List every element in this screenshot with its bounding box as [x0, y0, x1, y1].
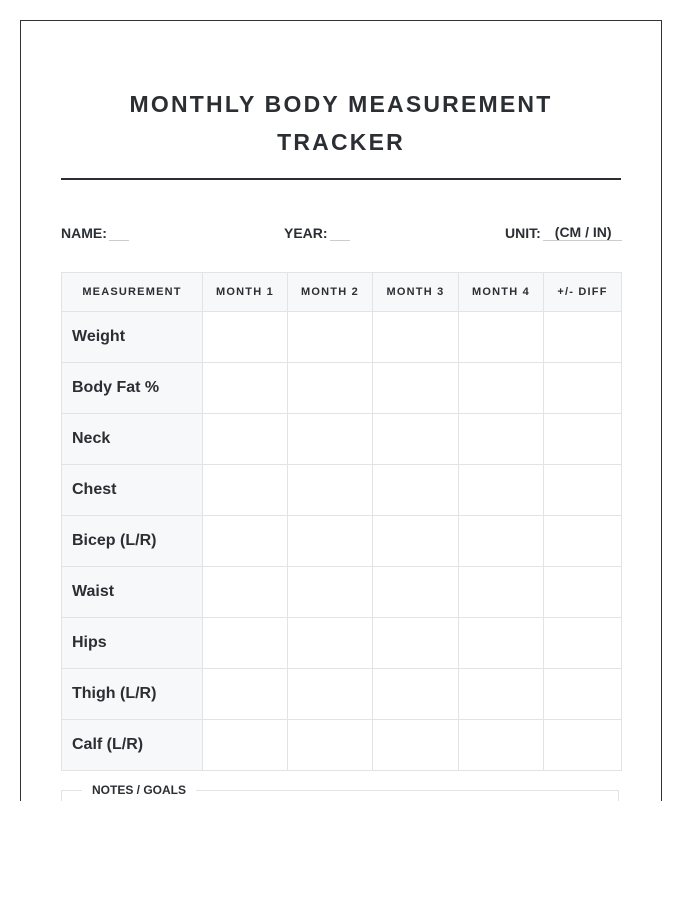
- table-row: [62, 567, 622, 618]
- entry-cell[interactable]: [544, 465, 622, 516]
- table-row: [62, 465, 622, 516]
- entry-cell[interactable]: [288, 516, 373, 567]
- entry-cell[interactable]: [373, 720, 459, 771]
- table-row: [62, 414, 622, 465]
- entry-cell[interactable]: [373, 312, 459, 363]
- entry-cell[interactable]: [288, 312, 373, 363]
- entry-cell[interactable]: [459, 516, 544, 567]
- column-header: MONTH 1: [203, 273, 288, 312]
- entry-cell[interactable]: [544, 516, 622, 567]
- title-line-1: MONTHLY BODY MEASUREMENT: [129, 91, 553, 117]
- measurement-label: Hips: [62, 618, 203, 669]
- entry-cell[interactable]: [288, 363, 373, 414]
- notes-label: NOTES / GOALS: [92, 783, 187, 797]
- unit-value[interactable]: (CM / IN): [543, 224, 622, 241]
- entry-cell[interactable]: [459, 465, 544, 516]
- name-input-line[interactable]: [109, 224, 129, 241]
- entry-cell[interactable]: [203, 567, 288, 618]
- entry-cell[interactable]: [459, 567, 544, 618]
- entry-cell[interactable]: [544, 312, 622, 363]
- entry-cell[interactable]: [288, 414, 373, 465]
- page-clip: [20, 20, 662, 801]
- entry-cell[interactable]: [203, 465, 288, 516]
- entry-cell[interactable]: [203, 618, 288, 669]
- name-field[interactable]: [61, 224, 129, 241]
- table-row: [62, 618, 622, 669]
- entry-cell[interactable]: [459, 363, 544, 414]
- title-divider: [61, 178, 621, 180]
- entry-cell[interactable]: [373, 516, 459, 567]
- entry-cell[interactable]: [203, 669, 288, 720]
- measurement-label: Body Fat %: [62, 363, 203, 414]
- column-header: MONTH 2: [288, 273, 373, 312]
- header-row: [62, 273, 622, 312]
- measurement-label: Calf (L/R): [62, 720, 203, 771]
- column-header: MEASUREMENT: [62, 273, 203, 312]
- column-header: MONTH 4: [459, 273, 544, 312]
- entry-cell[interactable]: [544, 363, 622, 414]
- name-label: NAME:: [61, 225, 107, 241]
- entry-cell[interactable]: [288, 567, 373, 618]
- entry-cell[interactable]: [373, 363, 459, 414]
- entry-cell[interactable]: [459, 618, 544, 669]
- entry-cell[interactable]: [459, 669, 544, 720]
- title-line-2: TRACKER: [277, 129, 405, 155]
- unit-field[interactable]: [505, 224, 622, 241]
- entry-cell[interactable]: [288, 465, 373, 516]
- measurement-label: Bicep (L/R): [62, 516, 203, 567]
- entry-cell[interactable]: [544, 669, 622, 720]
- measurement-label: Neck: [62, 414, 203, 465]
- entry-cell[interactable]: [459, 720, 544, 771]
- entry-cell[interactable]: [288, 618, 373, 669]
- unit-label: UNIT:: [505, 225, 541, 241]
- entry-cell[interactable]: [544, 618, 622, 669]
- measurement-label: Thigh (L/R): [62, 669, 203, 720]
- entry-cell[interactable]: [544, 720, 622, 771]
- entry-cell[interactable]: [373, 414, 459, 465]
- entry-cell[interactable]: [203, 312, 288, 363]
- measurement-table: [61, 272, 622, 771]
- entry-cell[interactable]: [203, 720, 288, 771]
- measurement-label: Waist: [62, 567, 203, 618]
- entry-cell[interactable]: [203, 363, 288, 414]
- tracker-page: [20, 20, 662, 801]
- measurement-label: Chest: [62, 465, 203, 516]
- entry-cell[interactable]: [544, 567, 622, 618]
- entry-cell[interactable]: [203, 516, 288, 567]
- entry-cell[interactable]: [544, 414, 622, 465]
- table-row: [62, 312, 622, 363]
- entry-cell[interactable]: [203, 414, 288, 465]
- year-label: YEAR:: [284, 225, 328, 241]
- entry-cell[interactable]: [459, 312, 544, 363]
- table-row: [62, 720, 622, 771]
- entry-cell[interactable]: [373, 567, 459, 618]
- entry-cell[interactable]: [373, 669, 459, 720]
- table-row: [62, 363, 622, 414]
- entry-cell[interactable]: [288, 669, 373, 720]
- column-header: MONTH 3: [373, 273, 459, 312]
- entry-cell[interactable]: [373, 465, 459, 516]
- table-row: [62, 669, 622, 720]
- year-input-line[interactable]: [330, 224, 350, 241]
- entry-cell[interactable]: [373, 618, 459, 669]
- measurement-label: Weight: [62, 312, 203, 363]
- entry-cell[interactable]: [288, 720, 373, 771]
- column-header: +/- DIFF: [544, 273, 622, 312]
- notes-section[interactable]: [61, 783, 619, 801]
- entry-cell[interactable]: [459, 414, 544, 465]
- page-title: [21, 85, 661, 161]
- year-field[interactable]: [284, 224, 350, 241]
- table-row: [62, 516, 622, 567]
